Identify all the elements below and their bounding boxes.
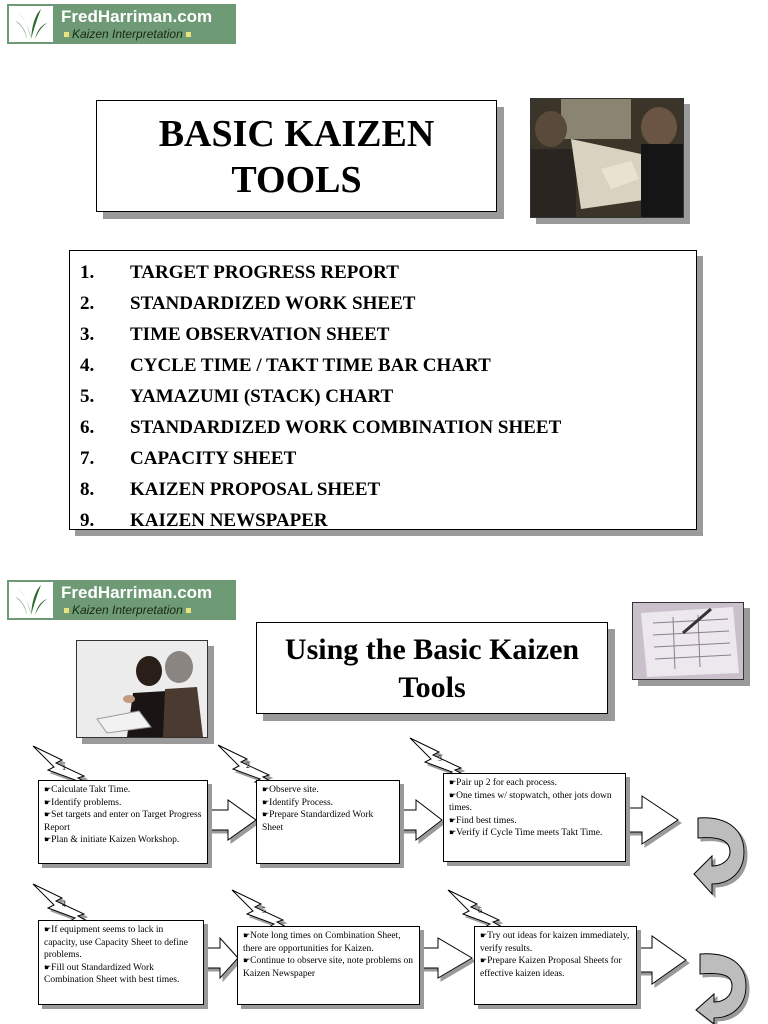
slide2-title-line2: Tools (398, 671, 466, 704)
step-bullet (44, 797, 202, 810)
tool-number: 2. (80, 292, 95, 314)
step-box-1 (38, 780, 208, 864)
pointing-hand-icon: ☛ (262, 810, 270, 820)
right-arrow-icon (400, 800, 442, 840)
step-bullet-text: Pair up 2 for each process. (456, 778, 557, 788)
svg-text:2: 2 (246, 761, 250, 770)
step-bullet (262, 797, 394, 810)
pointing-hand-icon: ☛ (449, 828, 457, 838)
step-box-3 (443, 773, 626, 862)
step-bullet (262, 784, 394, 797)
step-bullet-text: Identify Process. (269, 797, 334, 808)
step-bullet-text: Verify if Cycle Time meets Takt Time. (456, 828, 603, 839)
pointing-hand-icon: ☛ (449, 778, 457, 787)
right-arrow-icon (637, 936, 686, 984)
pointing-hand-icon: ☛ (243, 931, 251, 940)
tool-number: 3. (80, 323, 95, 345)
pointing-hand-icon: ☛ (449, 790, 457, 800)
step-bullet-text: Note long times on Combination Sheet, there are opportunities for Kaizen. (243, 931, 401, 954)
step-bullet (44, 924, 198, 962)
step-bullet-text: Calculate Takt Time. (51, 785, 131, 795)
tool-label: CYCLE TIME / TAKT TIME BAR CHART (130, 354, 491, 376)
step-box-2 (256, 780, 400, 864)
tool-number: 9. (80, 509, 95, 531)
brand-name: FredHarriman.com (61, 7, 213, 26)
tool-number: 7. (80, 447, 95, 469)
step-bullet-text: Prepare Kaizen Proposal Sheets for effective kaizen ideas. (480, 956, 622, 979)
pointing-hand-icon: ☛ (262, 797, 270, 807)
tool-label: KAIZEN PROPOSAL SHEET (130, 478, 381, 500)
pointing-hand-icon: ☛ (480, 931, 488, 940)
brand-name: FredHarriman.com (61, 583, 213, 602)
svg-text:6: 6 (478, 906, 482, 915)
step-bullet (44, 834, 202, 847)
step-bullet (243, 930, 414, 955)
tool-label: STANDARDIZED WORK SHEET (130, 292, 416, 314)
step-bullet (449, 777, 620, 790)
step-bullet-text: Fill out Standardized Work Combination Sheet with best times. (44, 962, 180, 986)
step-bullet (480, 930, 631, 955)
pointing-hand-icon: ☛ (449, 815, 457, 825)
right-arrow-icon (204, 938, 238, 978)
pointing-hand-icon: ☛ (44, 797, 52, 807)
step-bullet-text: One times w/ stopwatch, other jots down times. (449, 790, 612, 814)
step-bullet (44, 809, 202, 834)
pointing-hand-icon: ☛ (262, 785, 270, 794)
step-bullet (44, 784, 202, 797)
step-bullet (449, 815, 620, 828)
step-bullet (449, 827, 620, 840)
slide1-title-line1: BASIC KAIZEN (158, 113, 435, 155)
tool-number: 4. (80, 354, 95, 376)
step-bullet (449, 790, 620, 815)
step-bullet-text: Set targets and enter on Target Progress Report (44, 810, 202, 833)
tool-label: TARGET PROGRESS REPORT (130, 261, 399, 283)
step-bullet-text: Plan & initiate Kaizen Workshop. (51, 835, 180, 846)
brand-tagline: Kaizen Interpretation (61, 604, 212, 616)
brand-tagline: Kaizen Interpretation (61, 28, 212, 40)
tool-number: 5. (80, 385, 95, 407)
step-bullet-text: If equipment seems to lack in capacity, use Capacity Sheet to define problems. (44, 925, 188, 961)
slide1-title-line2: TOOLS (231, 159, 362, 201)
pointing-hand-icon: ☛ (44, 962, 52, 972)
step-box-4 (38, 920, 204, 1005)
tool-label: KAIZEN NEWSPAPER (130, 509, 328, 531)
step-bullet-text: Prepare Standardized Work Sheet (262, 810, 374, 833)
right-arrow-icon (208, 800, 256, 840)
pointing-hand-icon: ☛ (44, 835, 52, 845)
u-turn-arrow-icon (696, 954, 746, 1024)
u-turn-arrow-icon (694, 818, 744, 894)
tool-label: TIME OBSERVATION SHEET (130, 323, 390, 345)
step-bullet (44, 962, 198, 987)
step-bullet-text: Observe site. (269, 785, 319, 795)
pointing-hand-icon: ☛ (44, 925, 52, 934)
pointing-hand-icon: ☛ (44, 810, 52, 820)
step-bullet-text: Try out ideas for kaizen immediately, verify results. (480, 931, 630, 954)
pointing-hand-icon: ☛ (44, 785, 52, 794)
pointing-hand-icon: ☛ (243, 956, 251, 966)
svg-text:4: 4 (62, 900, 66, 909)
step-box-6 (474, 926, 637, 1005)
svg-text:5: 5 (262, 906, 266, 915)
svg-text:3: 3 (438, 754, 442, 763)
step-bullet (243, 955, 414, 980)
pointing-hand-icon: ☛ (480, 956, 488, 966)
tool-label: CAPACITY SHEET (130, 447, 297, 469)
step-bullet-text: Find best times. (456, 815, 517, 826)
step-bullet (262, 809, 394, 834)
right-arrow-icon (420, 938, 472, 978)
tool-number: 6. (80, 416, 95, 438)
tool-number: 8. (80, 478, 95, 500)
step-bullet (480, 955, 631, 980)
slide2-title-line1: Using the Basic Kaizen (284, 633, 580, 666)
tool-number: 1. (80, 261, 95, 283)
svg-text:1: 1 (62, 763, 66, 772)
right-arrow-icon (626, 796, 678, 844)
step-bullet-text: Continue to observe site, note problems on Kaizen Newspaper (243, 956, 413, 979)
step-bullet-text: Identify problems. (51, 797, 122, 808)
tool-label: YAMAZUMI (STACK) CHART (130, 385, 394, 407)
step-box-5 (237, 926, 420, 1005)
tool-label: STANDARDIZED WORK COMBINATION SHEET (130, 416, 562, 438)
